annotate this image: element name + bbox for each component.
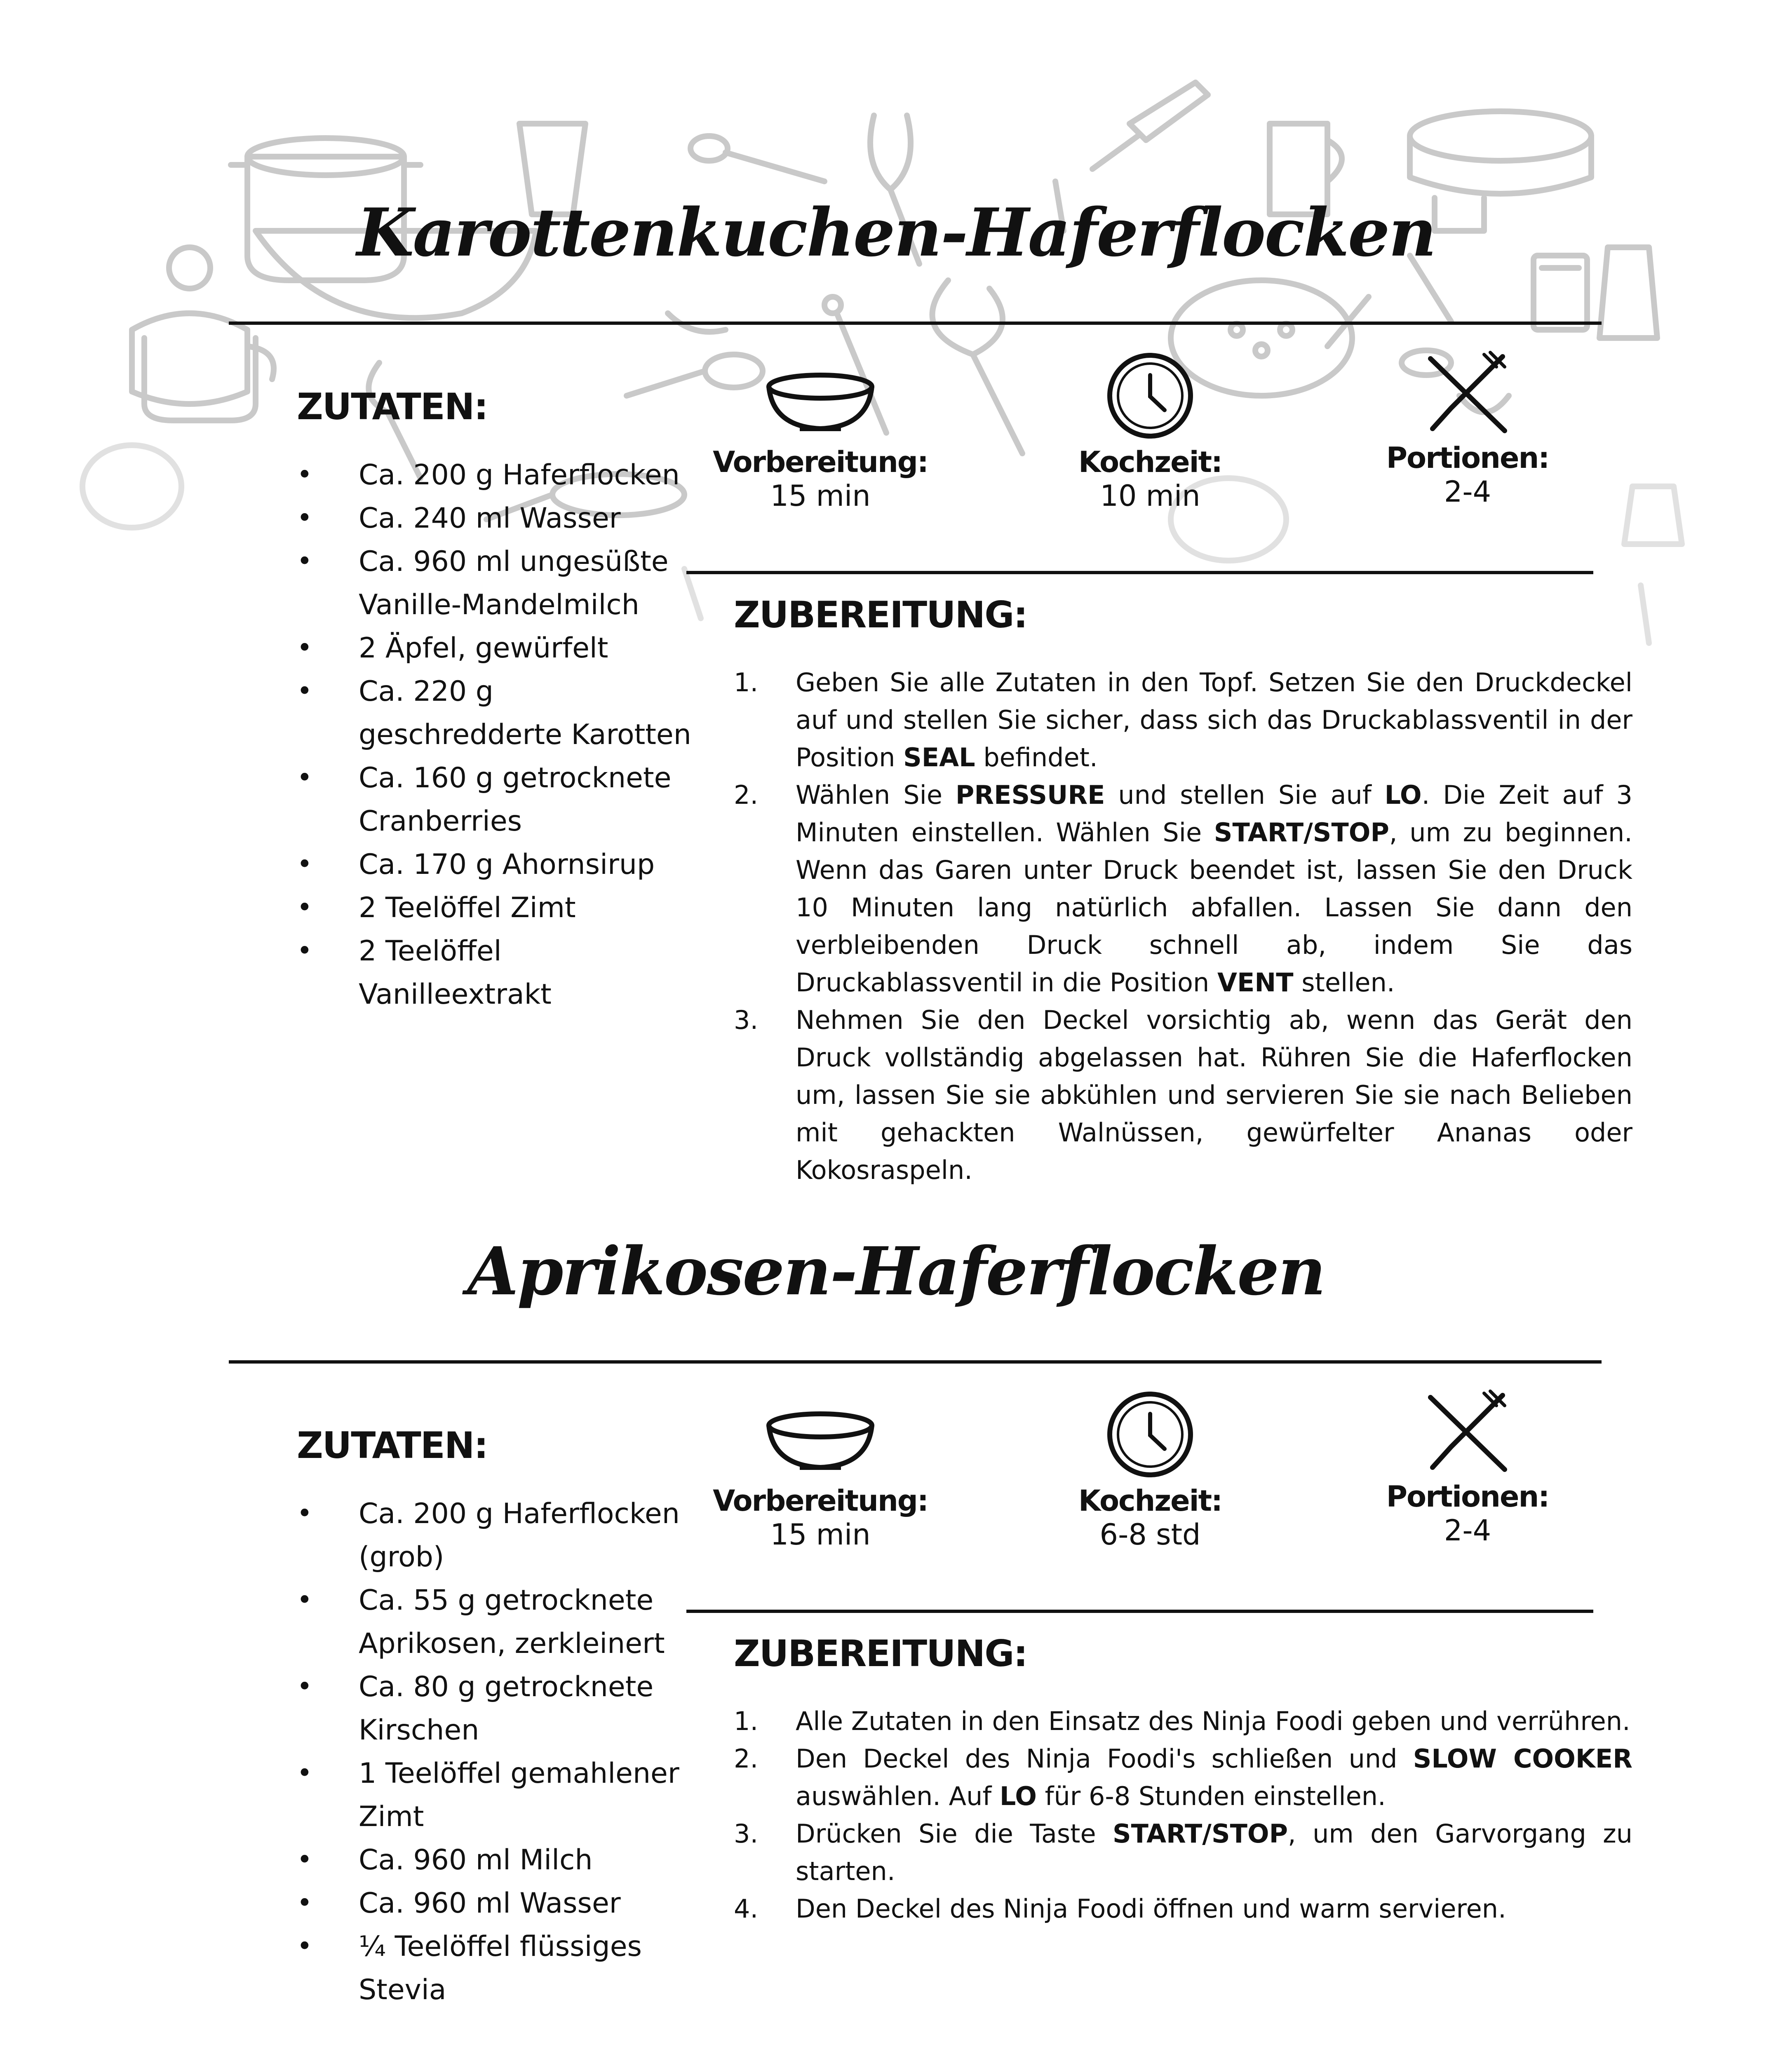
prep-time <box>655 1410 985 1552</box>
clock-icon <box>1105 350 1195 441</box>
ingredients-list <box>297 1492 693 2012</box>
ingredients-heading: ZUTATEN: <box>297 385 488 428</box>
list-item: • Ca. 240 ml Wasser <box>297 497 693 540</box>
list-item: • Ca. 960 ml Wasser <box>297 1882 693 1925</box>
list-item: • ¼ Teelöffel flüssiges Stevia <box>297 1925 693 2012</box>
step-text: Den Deckel des Ninja Foodi's schließen und <box>796 1744 1413 1774</box>
list-item: • Ca. 170 g Ahornsirup <box>297 843 693 886</box>
step-number: 1. <box>734 1706 759 1736</box>
preparation-heading: ZUBEREITUNG: <box>734 594 1027 636</box>
step-keyword: START/STOP <box>1112 1819 1288 1849</box>
list-item: • Ca. 200 g Haferflocken <box>297 453 693 497</box>
step-text: , um den Garvorgang zu starten. <box>796 1819 1633 1886</box>
step-number: 1. <box>734 667 759 697</box>
step-number: 3. <box>734 1819 759 1849</box>
ingredients-list <box>297 453 693 1016</box>
list-item: • Ca. 160 g getrocknete Cranberries <box>297 756 693 843</box>
step-text: stellen. <box>1293 967 1395 998</box>
info-divider <box>686 1610 1593 1613</box>
step-number: 4. <box>734 1894 759 1924</box>
portions-value: 2-4 <box>1444 1514 1491 1547</box>
step-text: und stellen Sie auf <box>1105 780 1385 810</box>
title-divider <box>229 1360 1602 1364</box>
ingredients-heading: ZUTATEN: <box>297 1424 488 1467</box>
step-keyword: SLOW COOKER <box>1413 1744 1632 1774</box>
list-item: • 1 Teelöffel gemahlener Zimt <box>297 1752 693 1838</box>
cook-label: Kochzeit: <box>1078 445 1222 479</box>
step-text: befindet. <box>975 742 1098 772</box>
step-item <box>734 1815 1632 1890</box>
step-text: für 6-8 Stunden einstellen. <box>1036 1781 1386 1811</box>
step-text: Drücken Sie die Taste <box>796 1819 1113 1849</box>
step-item <box>734 664 1632 776</box>
prep-time <box>655 371 985 513</box>
step-text: . Die Zeit auf 3 Minuten einstellen. Wählen Sie <box>796 780 1632 847</box>
step-item <box>734 1702 1632 1740</box>
cook-time <box>985 1389 1315 1552</box>
knife-icon <box>1092 82 1208 169</box>
fork-knife-icon <box>1422 350 1513 437</box>
step-number: 2. <box>734 1744 759 1774</box>
portions <box>1303 1389 1632 1547</box>
step-text: Geben Sie alle Zutaten in den Topf. Setzen Sie den Druckdeckel auf und stellen Sie sicher, dass sich das Druckablassventil in der Position <box>796 667 1632 772</box>
list-item: • Ca. 960 ml ungesüßte Vanille-Mandelmilch <box>297 540 693 627</box>
step-text: Den Deckel des Ninja Foodi öffnen und warm servieren. <box>796 1894 1506 1924</box>
list-item: • Ca. 55 g getrocknete Aprikosen, zerkleinert <box>297 1579 693 1665</box>
cook-label: Kochzeit: <box>1078 1484 1222 1518</box>
list-item: • Ca. 200 g Haferflocken (grob) <box>297 1492 693 1579</box>
portions-label: Portionen: <box>1386 441 1549 475</box>
step-text: Alle Zutaten in den Einsatz des Ninja Foodi geben und verrühren. <box>796 1706 1630 1736</box>
step-keyword: SEAL <box>903 742 975 772</box>
bowl-icon <box>763 371 878 441</box>
preparation-heading: ZUBEREITUNG: <box>734 1632 1027 1675</box>
prep-value: 15 min <box>770 479 871 513</box>
step-keyword: VENT <box>1217 967 1294 998</box>
step-item <box>734 1890 1632 1927</box>
clock-icon <box>1105 1389 1195 1480</box>
prep-value: 15 min <box>770 1518 871 1552</box>
step-item <box>734 1001 1632 1189</box>
step-text: , um zu beginnen. Wenn das Garen unter Druck beendet ist, lassen Sie den Druck 10 Minuten lang natürlich abfallen. Lassen Sie dann den verbleibenden Druck schnell ab, indem Sie das Druckablassventil in die Position <box>796 817 1632 998</box>
cake-pan-icon <box>1410 111 1591 194</box>
list-item: • 2 Teelöffel Vanilleextrakt <box>297 930 693 1016</box>
step-keyword: LO <box>1384 780 1422 810</box>
prep-label: Vorbereitung: <box>713 1484 928 1518</box>
step-text: Nehmen Sie den Deckel vorsichtig ab, wenn das Gerät den Druck vollständig abgelassen hat. Rühren Sie die Haferflocken um, lassen Sie sie abkühlen und servieren Sie sie nach Belieben mit gehackten Walnüssen, gewürfelter Ananas oder Kokosraspeln. <box>796 1005 1632 1185</box>
cook-value: 10 min <box>1100 479 1200 513</box>
step-text: Wählen Sie <box>796 780 956 810</box>
recipe-title: Aprikosen-Haferflocken <box>467 1232 1325 1310</box>
prep-label: Vorbereitung: <box>713 445 928 479</box>
step-item <box>734 1740 1632 1815</box>
step-keyword: PRESSURE <box>955 780 1105 810</box>
fork-knife-icon <box>1422 1389 1513 1476</box>
portions-label: Portionen: <box>1386 1480 1549 1514</box>
steps-list <box>734 664 1632 1189</box>
step-text: auswählen. Auf <box>796 1781 1000 1811</box>
steps-list <box>734 1702 1632 1927</box>
list-item: • Ca. 80 g getrocknete Kirschen <box>297 1665 693 1752</box>
step-keyword: LO <box>999 1781 1037 1811</box>
pot-icon <box>144 338 256 420</box>
portions <box>1303 350 1632 509</box>
title-divider <box>229 322 1602 325</box>
step-item <box>734 776 1632 1001</box>
list-item: • 2 Teelöffel Zimt <box>297 886 693 930</box>
recipe-title: Karottenkuchen-Haferflocken <box>357 194 1435 271</box>
list-item: • 2 Äpfel, gewürfelt <box>297 627 693 670</box>
spoon-icon <box>690 136 824 181</box>
step-number: 2. <box>734 780 759 810</box>
info-divider <box>686 571 1593 574</box>
portions-value: 2-4 <box>1444 475 1491 509</box>
cook-time <box>985 350 1315 513</box>
step-number: 3. <box>734 1005 759 1035</box>
list-item: • Ca. 220 g geschredderte Karotten <box>297 670 693 756</box>
cook-value: 6-8 std <box>1099 1518 1201 1552</box>
step-keyword: START/STOP <box>1214 817 1389 847</box>
bowl-icon <box>763 1410 878 1480</box>
list-item: • Ca. 960 ml Milch <box>297 1838 693 1882</box>
